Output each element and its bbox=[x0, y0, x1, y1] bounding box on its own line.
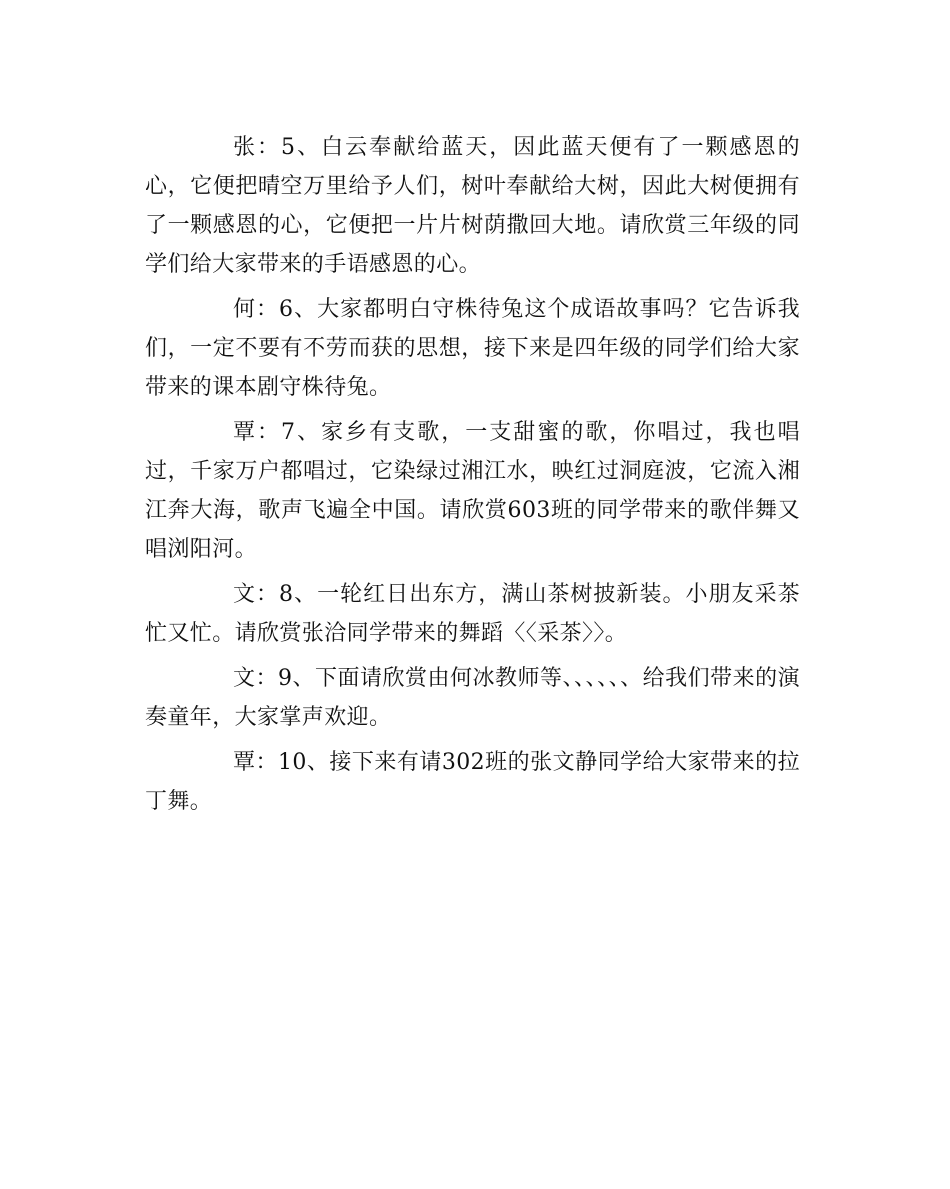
paragraph-he-6: 何：6、大家都明白守株待兔这个成语故事吗？它告诉我们，一定不要有不劳而获的思想，接下来是四年级的同学们给大家带来的课本剧守株待兔。 bbox=[145, 297, 800, 400]
paragraph-wen-9: 文：9、下面请欣赏由何冰教师等、、、、、、给我们带来的演奏童年，大家掌声欢迎。 bbox=[145, 666, 800, 730]
paragraph-qin-10: 覃：10、接下来有请302班的张文静同学给大家带来的拉丁舞。 bbox=[145, 750, 800, 814]
document-body bbox=[145, 128, 800, 827]
paragraph-qin-7: 覃：7、家乡有支歌，一支甜蜜的歌，你唱过，我也唱过，千家万户都唱过，它染绿过湘江水，映红过洞庭波，它流入湘江奔大海，歌声飞遍全中国。请欣赏603班的同学带来的歌伴舞又唱浏阳河。 bbox=[145, 420, 800, 562]
paragraph-zhang-5: 张：5、白云奉献给蓝天，因此蓝天便有了一颗感恩的心，它便把晴空万里给予人们，树叶奉献给大树，因此大树便拥有了一颗感恩的心，它便把一片片树荫撒回大地。请欣赏三年级的同学们给大家带来的手语感恩的心。 bbox=[145, 135, 800, 277]
paragraph-wen-8: 文：8、一轮红日出东方，满山茶树披新装。小朋友采茶忙又忙。请欣赏张洽同学带来的舞蹈〈〈采茶〉〉。 bbox=[145, 582, 800, 646]
